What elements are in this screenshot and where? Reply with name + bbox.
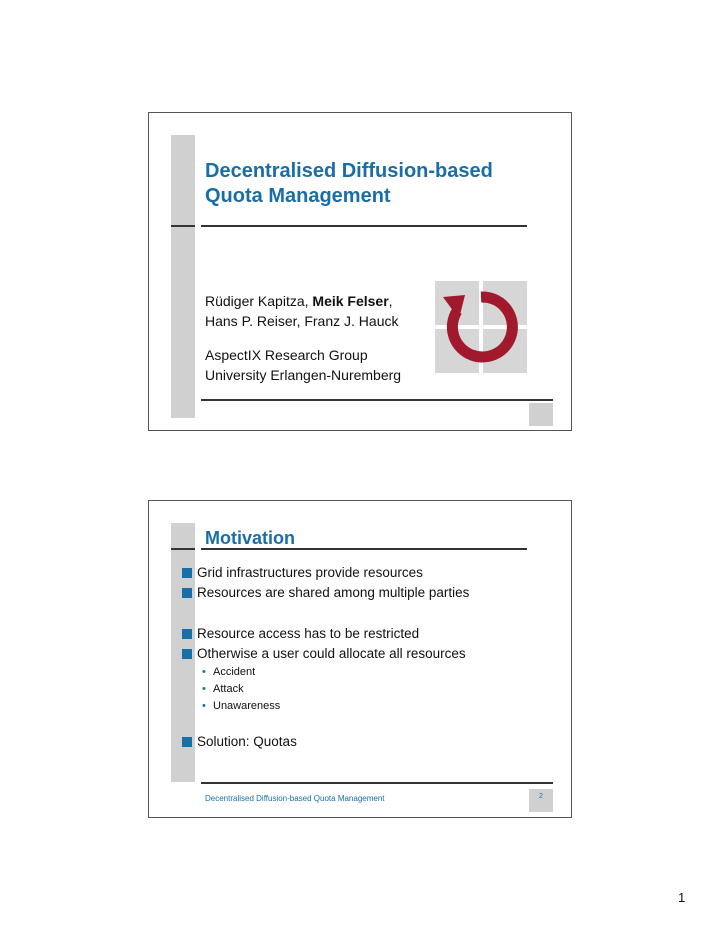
bottom-rule: [201, 782, 553, 784]
affiliation: [205, 345, 401, 385]
sub-bullet-item: • Unawareness: [197, 698, 469, 715]
slide-number: 2: [529, 789, 553, 812]
page-number: 1: [678, 890, 686, 905]
dot-bullet-icon: •: [202, 666, 206, 678]
university-logo-icon: [435, 281, 527, 373]
bullet-item: Resources are shared among multiple parties: [169, 583, 469, 603]
side-bar-tick: [171, 225, 195, 227]
square-bullet-icon: [182, 568, 192, 578]
slide-2: [148, 500, 572, 818]
presenter-name: Meik Felser: [312, 293, 389, 309]
sub-bullet-item: • Accident: [197, 664, 469, 681]
square-bullet-icon: [182, 737, 192, 747]
slide-title: Motivation: [205, 528, 295, 548]
bullet-item: Otherwise a user could allocate all resources • Accident • Attack • Unawareness: [169, 644, 469, 715]
sub-bullet-item: • Attack: [197, 681, 469, 698]
sub-bullet-list: [197, 664, 469, 715]
title-rule: [201, 225, 527, 227]
title-line-2: Quota Management: [205, 185, 391, 207]
dot-bullet-icon: •: [202, 683, 206, 695]
square-bullet-icon: [182, 588, 192, 598]
group-name: AspectIX Research Group: [205, 347, 368, 363]
slide-footer: Decentralised Diffusion-based Quota Management: [205, 794, 385, 803]
bullet-item: Resource access has to be restricted: [169, 624, 469, 644]
bullet-list: [169, 563, 469, 752]
slide-1: [148, 112, 572, 431]
bullet-item: Grid infrastructures provide resources: [169, 563, 469, 583]
university-name: University Erlangen-Nuremberg: [205, 367, 402, 383]
bottom-rule: [201, 399, 553, 401]
square-bullet-icon: [182, 629, 192, 639]
title-rule: [201, 548, 527, 550]
title-line-1: Decentralised Diffusion-based: [205, 160, 493, 182]
authors-line-2: Hans P. Reiser, Franz J. Hauck: [205, 313, 399, 329]
dot-bullet-icon: •: [202, 700, 206, 712]
authors: [205, 291, 398, 331]
side-bar-tick: [171, 548, 195, 550]
slide-side-bar: [171, 135, 195, 418]
corner-box: [529, 403, 553, 426]
authors-line-1: Rüdiger Kapitza, Meik Felser,: [205, 293, 393, 309]
square-bullet-icon: [182, 649, 192, 659]
bullet-item: Solution: Quotas: [169, 732, 469, 752]
slide-title: [205, 159, 493, 209]
